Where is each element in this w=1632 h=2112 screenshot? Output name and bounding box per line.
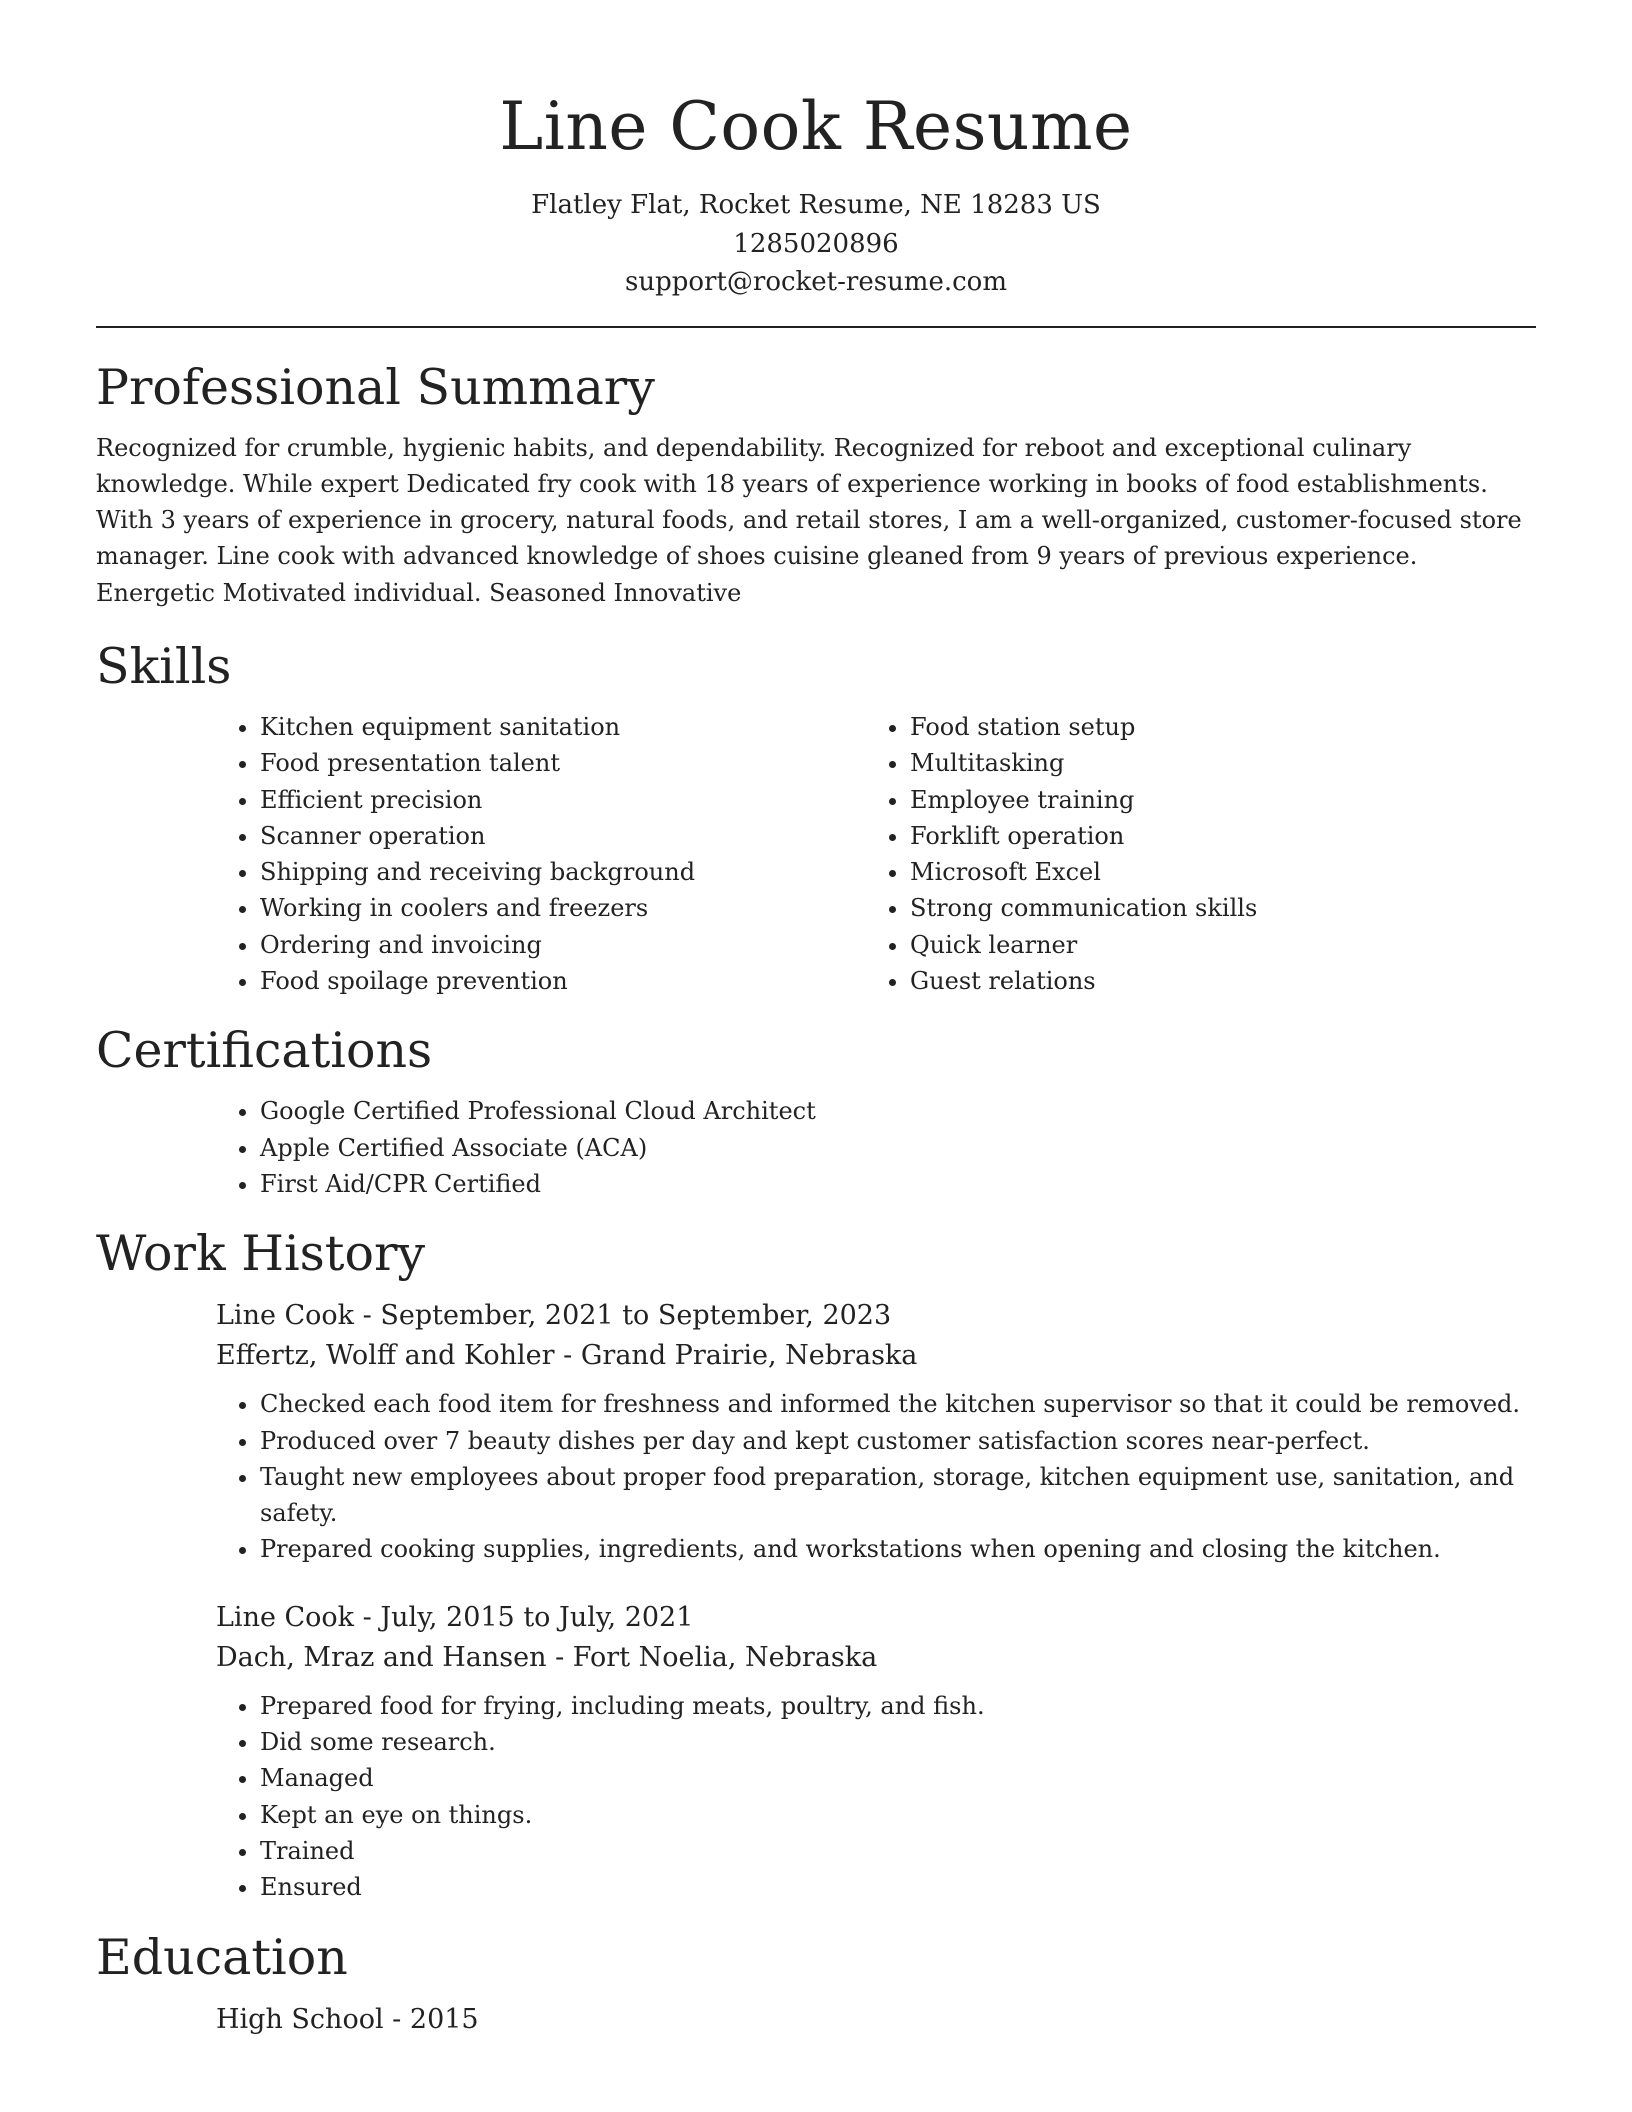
separator: - — [354, 1601, 381, 1633]
skill-item: • Microsoft Excel — [910, 854, 1516, 890]
header-divider — [96, 326, 1536, 328]
job-dates: September, 2021 to September, 2023 — [380, 1300, 892, 1332]
resume-header — [96, 0, 1536, 302]
skill-item: • Ordering and invoicing — [260, 927, 866, 963]
job-bullets — [216, 1386, 1536, 1567]
job-role: Line Cook — [216, 1300, 355, 1332]
skill-item: • Food presentation talent — [260, 745, 866, 781]
job-bullet: • Managed — [260, 1760, 1536, 1796]
skill-item: • Strong communication skills — [910, 890, 1516, 926]
job-location: Grand Prairie, Nebraska — [580, 1340, 918, 1372]
summary-section — [96, 358, 1536, 611]
skill-item: • Food station setup — [910, 709, 1516, 745]
education-year: 2015 — [409, 2003, 479, 2035]
job-company-line — [216, 1336, 1536, 1376]
job-bullets — [216, 1688, 1536, 1906]
certification-item: • First Aid/CPR Certified — [260, 1166, 1536, 1202]
skills-heading: Skills — [96, 637, 232, 695]
summary-heading: Professional Summary — [96, 358, 655, 416]
job-bullet: • Prepared cooking supplies, ingredients, and workstations when opening and closing the kitchen. — [260, 1531, 1536, 1567]
certifications-heading: Certifications — [96, 1022, 433, 1080]
skill-item: • Efficient precision — [260, 782, 866, 818]
job-bullet: • Kept an eye on things. — [260, 1797, 1536, 1833]
certification-item: • Apple Certified Associate (ACA) — [260, 1130, 1536, 1166]
job-company-line — [216, 1638, 1536, 1678]
job-title-line — [216, 1296, 1536, 1336]
job-bullet: • Produced over 7 beauty dishes per day and kept customer satisfaction scores near-perfect. — [260, 1423, 1536, 1459]
job-entry — [216, 1296, 1536, 1567]
resume-page — [96, 0, 1536, 2040]
job-dates: July, 2015 to July, 2021 — [380, 1601, 694, 1633]
job-company: Effertz, Wolff and Kohler — [216, 1340, 555, 1372]
contact-email: support@rocket-resume.com — [624, 267, 1007, 297]
separator: - — [383, 2003, 410, 2035]
job-bullet: • Taught new employees about proper food preparation, storage, kitchen equipment use, sanitation, and safety. — [260, 1459, 1536, 1532]
skills-section — [96, 637, 1536, 999]
skill-item: • Forklift operation — [910, 818, 1516, 854]
education-section — [96, 1928, 1536, 2040]
skill-item: • Multitasking — [910, 745, 1516, 781]
skills-list-right — [866, 709, 1516, 999]
separator: - — [546, 1641, 573, 1673]
skill-item: • Food spoilage prevention — [260, 963, 866, 999]
skills-list-left — [216, 709, 866, 999]
education-degree: High School — [216, 2003, 384, 2035]
skill-item: • Quick learner — [910, 927, 1516, 963]
contact-block — [96, 186, 1536, 302]
skill-item: • Guest relations — [910, 963, 1516, 999]
contact-address: Flatley Flat, Rocket Resume, NE 18283 US — [531, 190, 1101, 220]
job-entry — [216, 1598, 1536, 1906]
skill-item: • Shipping and receiving background — [260, 854, 866, 890]
job-bullet: • Trained — [260, 1833, 1536, 1869]
skill-item: • Employee training — [910, 782, 1516, 818]
job-title-line — [216, 1598, 1536, 1638]
job-company: Dach, Mraz and Hansen — [216, 1641, 547, 1673]
job-role: Line Cook — [216, 1601, 355, 1633]
separator: - — [354, 1300, 381, 1332]
work-history-section — [96, 1224, 1536, 1905]
skill-item: • Scanner operation — [260, 818, 866, 854]
certifications-section — [96, 1021, 1536, 1202]
skills-grid — [216, 709, 1536, 999]
contact-phone: 1285020896 — [733, 228, 899, 259]
work-history-heading: Work History — [96, 1225, 426, 1283]
job-bullet: • Prepared food for frying, including meats, poultry, and fish. — [260, 1688, 1536, 1724]
job-location: Fort Noelia, Nebraska — [572, 1641, 878, 1673]
certifications-list — [216, 1093, 1536, 1202]
resume-title: Line Cook Resume — [499, 88, 1133, 165]
job-bullet: • Checked each food item for freshness and informed the kitchen supervisor so that it could be removed. — [260, 1386, 1536, 1422]
education-entry — [216, 2000, 1536, 2040]
summary-text: Recognized for crumble, hygienic habits, and dependability. Recognized for reboot and exceptional culinary knowledge. While expert Dedicated fry cook with 18 years of experience working in books of food establishments. With 3 years of experience in grocery, natural foods, and retail stores, I am a well-organized, customer-focused store manager. Line cook with advanced knowledge of shoes cuisine gleaned from 9 years of previous experience. Energetic Motivated individual. Seasoned Innovative — [96, 433, 1522, 607]
job-bullet: • Did some research. — [260, 1724, 1536, 1760]
skill-item: • Kitchen equipment sanitation — [260, 709, 866, 745]
certification-item: • Google Certified Professional Cloud Architect — [260, 1093, 1536, 1129]
skill-item: • Working in coolers and freezers — [260, 890, 866, 926]
education-heading: Education — [96, 1928, 348, 1986]
job-bullet: • Ensured — [260, 1869, 1536, 1905]
separator: - — [554, 1340, 581, 1372]
